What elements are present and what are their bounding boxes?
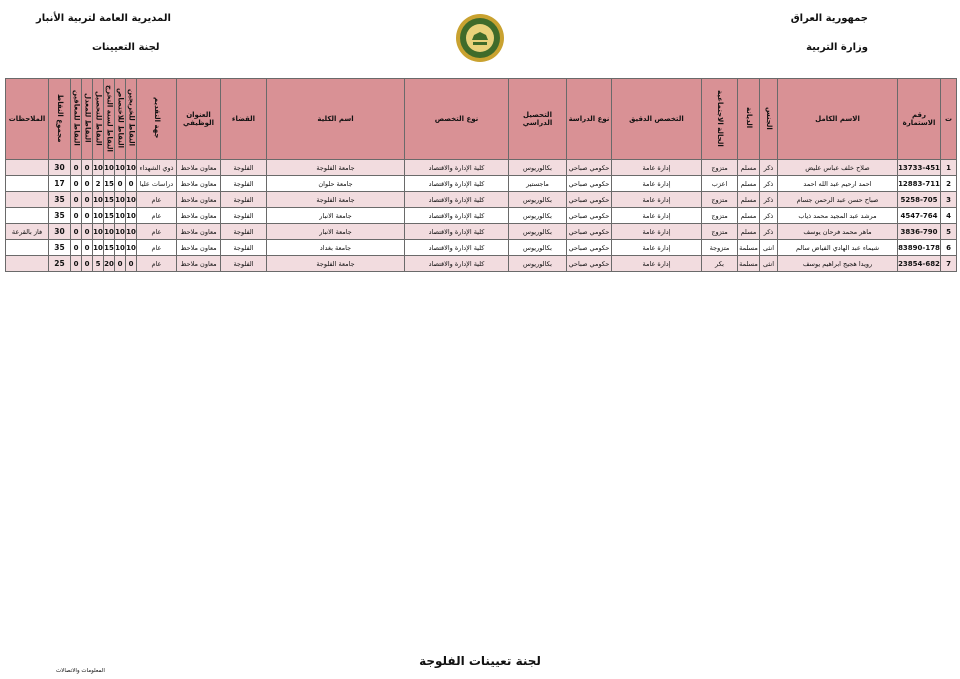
republic-label: جمهورية العراق [790, 13, 868, 24]
cell-district: الفلوجة [221, 208, 267, 224]
cell-note [6, 240, 49, 256]
cell-religion: مسلم [738, 208, 760, 224]
cell-name: شيماء عبد الهادي الفياض سالم [778, 240, 898, 256]
cell-district: الفلوجة [221, 176, 267, 192]
cell-degree: بكالوريوس [509, 256, 567, 272]
cell-study: حكومي صباحي [567, 160, 612, 176]
table-body [6, 160, 957, 272]
cell-name: احمد ارحيم عبد الله احمد [778, 176, 898, 192]
cell-district: الفلوجة [221, 256, 267, 272]
cell-college: جامعة حلوان [267, 176, 405, 192]
cell-n: 7 [941, 256, 957, 272]
cell-p4: 10 [93, 224, 104, 240]
cell-p3: 15 [104, 208, 115, 224]
cell-p6: 0 [71, 176, 82, 192]
cell-study: حكومي صباحي [567, 208, 612, 224]
cell-religion: مسلم [738, 176, 760, 192]
cell-job: معاون ملاحظ [177, 176, 221, 192]
cell-marital: متزوج [702, 224, 738, 240]
cell-n: 6 [941, 240, 957, 256]
cell-n: 4 [941, 208, 957, 224]
cell-p2: 10 [115, 208, 126, 224]
cell-spec_type: كلية الإدارة والاقتصاد [405, 160, 509, 176]
footer-note: المعلومات والاتصالات [56, 668, 105, 674]
cell-n: 1 [941, 160, 957, 176]
cell-p6: 0 [71, 192, 82, 208]
cell-p4: 10 [93, 208, 104, 224]
cell-p1: 10 [126, 208, 137, 224]
cell-study: حكومي صباحي [567, 224, 612, 240]
cell-degree: بكالوريوس [509, 160, 567, 176]
column-header [104, 79, 115, 160]
column-header [71, 79, 82, 160]
cell-spec_type: كلية الإدارة والاقتصاد [405, 256, 509, 272]
column-header-label: النقاط لسنة التخرج [105, 84, 114, 152]
cell-spec: إدارة عامة [612, 208, 702, 224]
column-header [93, 79, 104, 160]
cell-marital: متزوج [702, 192, 738, 208]
cell-religion: مسلم [738, 224, 760, 240]
cell-job: معاون ملاحظ [177, 256, 221, 272]
column-header-label: الملاحظات [8, 114, 46, 123]
cell-note [6, 256, 49, 272]
column-header-label: التحصيل الدراسي [522, 110, 553, 127]
cell-college: جامعة الفلوجة [267, 192, 405, 208]
column-header [126, 79, 137, 160]
cell-p5: 0 [82, 224, 93, 240]
column-header-label: الديانة [745, 107, 754, 129]
table-row [6, 160, 957, 176]
column-header-label: جهة التقديم [153, 97, 162, 139]
ministry-seal-icon [455, 13, 505, 63]
table-row [6, 176, 957, 192]
cell-form: 12883-711 [898, 176, 941, 192]
column-header [137, 79, 177, 160]
cell-n: 3 [941, 192, 957, 208]
cell-gender: ذكر [760, 208, 778, 224]
cell-form: 5258-705 [898, 192, 941, 208]
directorate-label: المديرية العامة لتربية الأنبار [36, 13, 171, 24]
cell-applicant: عام [137, 208, 177, 224]
cell-marital: اعزب [702, 176, 738, 192]
cell-p6: 0 [71, 208, 82, 224]
cell-p2: 10 [115, 192, 126, 208]
cell-degree: بكالوريوس [509, 192, 567, 208]
cell-p5: 0 [82, 208, 93, 224]
cell-p5: 0 [82, 160, 93, 176]
column-header-label: القضاء [231, 114, 256, 123]
cell-degree: بكالوريوس [509, 208, 567, 224]
cell-total: 17 [49, 176, 71, 192]
cell-note [6, 192, 49, 208]
cell-gender: ذكر [760, 176, 778, 192]
cell-marital: متزوجة [702, 240, 738, 256]
column-header [738, 79, 760, 160]
cell-p4: 10 [93, 160, 104, 176]
cell-form: 3836-790 [898, 224, 941, 240]
cell-spec_type: كلية الإدارة والاقتصاد [405, 224, 509, 240]
cell-p5: 0 [82, 192, 93, 208]
column-header [702, 79, 738, 160]
cell-p1: 10 [126, 224, 137, 240]
cell-spec_type: كلية الإدارة والاقتصاد [405, 240, 509, 256]
cell-form: 83890-178 [898, 240, 941, 256]
cell-p6: 0 [71, 224, 82, 240]
cell-p2: 0 [115, 256, 126, 272]
cell-degree: بكالوريوس [509, 240, 567, 256]
column-header-label: ت [944, 114, 953, 123]
cell-job: معاون ملاحظ [177, 224, 221, 240]
cell-religion: مسلم [738, 160, 760, 176]
cell-religion: مسلمة [738, 256, 760, 272]
column-header-label: رقم الاستمارة [902, 110, 936, 127]
ministry-label: وزارة التربية [806, 42, 868, 53]
column-header [941, 79, 957, 160]
cell-p3: 15 [104, 192, 115, 208]
cell-p1: 10 [126, 160, 137, 176]
column-header-label: النقاط للخريجين [127, 89, 136, 147]
cell-spec: إدارة عامة [612, 176, 702, 192]
cell-note [6, 176, 49, 192]
column-header [267, 79, 405, 160]
cell-study: حكومي صباحي [567, 256, 612, 272]
column-header [778, 79, 898, 160]
cell-gender: ذكر [760, 192, 778, 208]
cell-religion: مسلم [738, 192, 760, 208]
cell-gender: انثى [760, 256, 778, 272]
cell-college: جامعة الفلوجة [267, 256, 405, 272]
cell-total: 30 [49, 160, 71, 176]
cell-name: مرشد عبد المجيد محمد ذياب [778, 208, 898, 224]
column-header-label: التخصص الدقيق [629, 114, 684, 123]
cell-p2: 10 [115, 160, 126, 176]
table-row [6, 256, 957, 272]
cell-note: فاز بالقرعة [6, 224, 49, 240]
cell-p1: 0 [126, 176, 137, 192]
cell-college: جامعة الانبار [267, 208, 405, 224]
cell-religion: مسلمة [738, 240, 760, 256]
cell-name: ماهر محمد فرحان يوسف [778, 224, 898, 240]
cell-name: صلاح خلف عباس عليض [778, 160, 898, 176]
column-header [567, 79, 612, 160]
column-header [509, 79, 567, 160]
table-header-row [6, 79, 957, 160]
cell-marital: متزوج [702, 208, 738, 224]
cell-college: جامعة الفلوجة [267, 160, 405, 176]
cell-p6: 0 [71, 160, 82, 176]
cell-spec: إدارة عامة [612, 192, 702, 208]
cell-gender: انثى [760, 240, 778, 256]
cell-note [6, 160, 49, 176]
cell-p5: 0 [82, 240, 93, 256]
cell-district: الفلوجة [221, 192, 267, 208]
column-header-label: الحالة الاجتماعية [716, 89, 725, 147]
cell-p3: 15 [104, 240, 115, 256]
cell-name: رويدا هجيج ابراهيم يوسف [778, 256, 898, 272]
table-row [6, 192, 957, 208]
cell-p2: 0 [115, 176, 126, 192]
cell-total: 25 [49, 256, 71, 272]
column-header [405, 79, 509, 160]
column-header-label: اسم الكلية [317, 114, 354, 123]
cell-applicant: عام [137, 256, 177, 272]
cell-district: الفلوجة [221, 224, 267, 240]
cell-job: معاون ملاحظ [177, 192, 221, 208]
cell-name: صباح حسن عبد الرحمن جسام [778, 192, 898, 208]
cell-spec: إدارة عامة [612, 160, 702, 176]
cell-spec_type: كلية الإدارة والاقتصاد [405, 192, 509, 208]
cell-applicant: دراسات عليا [137, 176, 177, 192]
cell-study: حكومي صباحي [567, 192, 612, 208]
cell-study: حكومي صباحي [567, 240, 612, 256]
footer-title: لجنة تعيينات الفلوجة [419, 654, 541, 668]
cell-spec: إدارة عامة [612, 256, 702, 272]
cell-college: جامعة الانبار [267, 224, 405, 240]
cell-p4: 2 [93, 176, 104, 192]
table-row [6, 224, 957, 240]
cell-spec: إدارة عامة [612, 224, 702, 240]
column-header-label: النقاط للتحصيل [94, 90, 103, 146]
cell-degree: ماجستير [509, 176, 567, 192]
column-header-label: النقاط للاختصاص [116, 87, 125, 148]
table-row [6, 208, 957, 224]
column-header [49, 79, 71, 160]
cell-district: الفلوجة [221, 160, 267, 176]
column-header-label: الجنس [765, 106, 774, 130]
cell-spec_type: كلية الإدارة والاقتصاد [405, 208, 509, 224]
cell-p6: 0 [71, 240, 82, 256]
cell-p3: 10 [104, 224, 115, 240]
cell-form: 13733-451 [898, 160, 941, 176]
cell-spec: إدارة عامة [612, 240, 702, 256]
column-header [82, 79, 93, 160]
cell-total: 35 [49, 208, 71, 224]
cell-n: 2 [941, 176, 957, 192]
cell-job: معاون ملاحظ [177, 208, 221, 224]
column-header-label: العنوان الوظيفي [183, 110, 214, 127]
column-header [898, 79, 941, 160]
cell-total: 35 [49, 240, 71, 256]
cell-college: جامعة بغداد [267, 240, 405, 256]
column-header [115, 79, 126, 160]
cell-job: معاون ملاحظ [177, 160, 221, 176]
cell-study: حكومي صباحي [567, 176, 612, 192]
cell-applicant: ذوي الشهداء [137, 160, 177, 176]
cell-spec_type: كلية الإدارة والاقتصاد [405, 176, 509, 192]
column-header-label: النقاط للمعدل [83, 93, 92, 143]
cell-applicant: عام [137, 192, 177, 208]
cell-job: معاون ملاحظ [177, 240, 221, 256]
cell-p4: 10 [93, 240, 104, 256]
cell-form: 4547-764 [898, 208, 941, 224]
column-header [6, 79, 49, 160]
cell-p3: 20 [104, 256, 115, 272]
committee-label: لجنة التعيينات [92, 42, 160, 53]
cell-marital: بكر [702, 256, 738, 272]
cell-n: 5 [941, 224, 957, 240]
cell-p1: 0 [126, 256, 137, 272]
column-header-label: نوع التخصص [434, 114, 479, 123]
cell-total: 35 [49, 192, 71, 208]
cell-applicant: عام [137, 240, 177, 256]
appointments-table [5, 78, 956, 272]
cell-p2: 10 [115, 240, 126, 256]
table-row [6, 240, 957, 256]
column-header [612, 79, 702, 160]
cell-p6: 0 [71, 256, 82, 272]
cell-form: 23854-682 [898, 256, 941, 272]
cell-total: 30 [49, 224, 71, 240]
column-header [221, 79, 267, 160]
cell-p3: 15 [104, 176, 115, 192]
cell-note [6, 208, 49, 224]
cell-gender: ذكر [760, 160, 778, 176]
cell-district: الفلوجة [221, 240, 267, 256]
cell-p1: 10 [126, 240, 137, 256]
cell-gender: ذكر [760, 224, 778, 240]
cell-p1: 10 [126, 192, 137, 208]
cell-p2: 10 [115, 224, 126, 240]
cell-p3: 10 [104, 160, 115, 176]
cell-applicant: عام [137, 224, 177, 240]
column-header [177, 79, 221, 160]
column-header-label: النقاط للمعاقين [72, 90, 81, 146]
column-header [760, 79, 778, 160]
cell-p4: 10 [93, 192, 104, 208]
column-header-label: نوع الدراسة [568, 114, 610, 123]
cell-marital: متزوج [702, 160, 738, 176]
cell-p4: 5 [93, 256, 104, 272]
cell-p5: 0 [82, 176, 93, 192]
cell-degree: بكالوريوس [509, 224, 567, 240]
column-header-label: مجموع النقاط [56, 93, 65, 143]
cell-p5: 0 [82, 256, 93, 272]
column-header-label: الاسم الكامل [815, 114, 860, 123]
